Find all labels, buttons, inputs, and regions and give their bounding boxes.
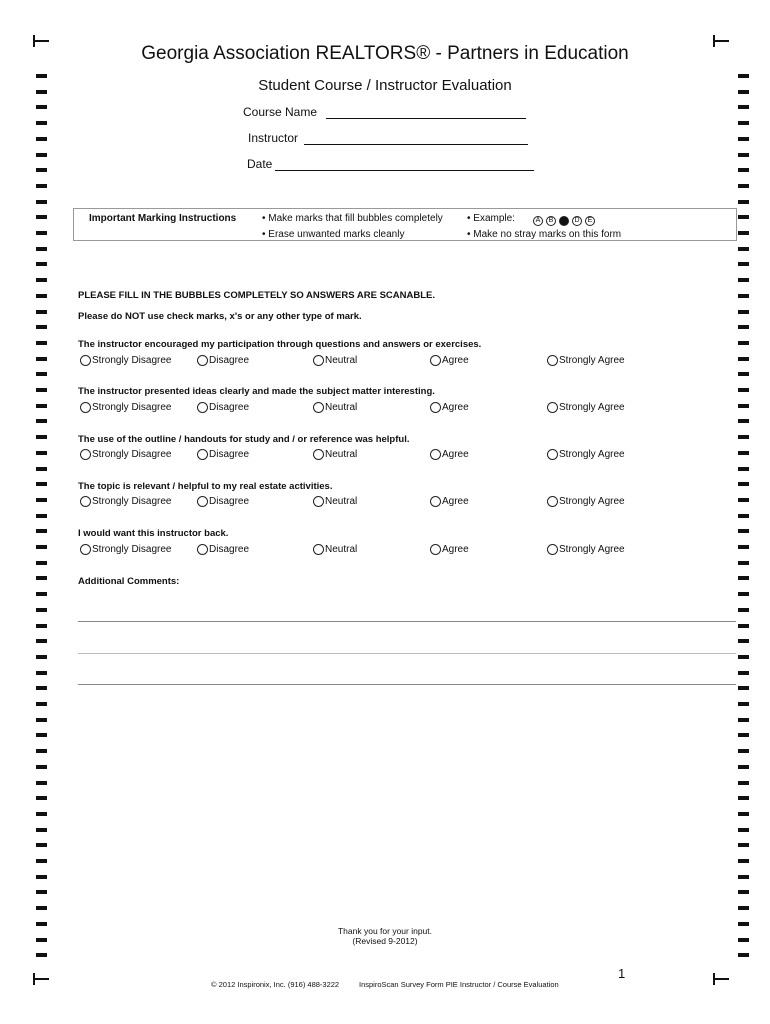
answer-label: Disagree xyxy=(209,496,250,507)
answer-label: Neutral xyxy=(325,355,358,366)
answer-bubble[interactable] xyxy=(430,496,441,507)
timing-mark xyxy=(36,608,47,612)
timing-mark xyxy=(36,215,47,219)
q4-option-strongly-disagree[interactable] xyxy=(80,496,171,507)
timing-mark xyxy=(738,561,749,565)
timing-mark xyxy=(36,828,47,832)
timing-mark xyxy=(738,404,749,408)
timing-mark xyxy=(738,168,749,172)
instructor-field[interactable] xyxy=(304,144,528,145)
timing-mark xyxy=(738,843,749,847)
timing-mark xyxy=(36,545,47,549)
timing-mark xyxy=(738,953,749,957)
q1-option-agree[interactable] xyxy=(430,355,469,366)
answer-bubble[interactable] xyxy=(197,544,208,555)
q5-option-neutral[interactable] xyxy=(313,544,357,555)
additional-comments-label: Additional Comments: xyxy=(78,576,180,587)
q2-option-neutral[interactable] xyxy=(313,402,357,413)
answer-bubble[interactable] xyxy=(547,544,558,555)
example-bubble-filled xyxy=(559,216,569,226)
answer-bubble[interactable] xyxy=(547,496,558,507)
timing-mark xyxy=(36,781,47,785)
q5-option-agree[interactable] xyxy=(430,544,469,555)
answer-label: Neutral xyxy=(325,544,358,555)
course-name-label: Course Name xyxy=(243,105,318,119)
timing-mark xyxy=(36,765,47,769)
answer-bubble[interactable] xyxy=(197,355,208,366)
answer-bubble[interactable] xyxy=(80,544,91,555)
timing-mark xyxy=(36,576,47,580)
timing-mark xyxy=(738,828,749,832)
instruction-bullet-stray: • Make no stray marks on this form xyxy=(467,229,622,240)
q4-option-strongly-agree[interactable] xyxy=(547,496,625,507)
timing-mark xyxy=(36,372,47,376)
answer-label: Strongly Disagree xyxy=(92,496,172,507)
q2-option-strongly-agree[interactable] xyxy=(547,402,625,413)
timing-mark xyxy=(36,200,47,204)
timing-mark xyxy=(738,718,749,722)
q4-option-disagree[interactable] xyxy=(197,496,249,507)
timing-mark xyxy=(738,451,749,455)
timing-mark xyxy=(36,686,47,690)
timing-mark xyxy=(36,137,47,141)
timing-mark xyxy=(738,105,749,109)
timing-mark xyxy=(36,435,47,439)
example-bubble-b: B xyxy=(546,216,556,226)
answer-bubble[interactable] xyxy=(80,355,91,366)
timing-mark xyxy=(36,875,47,879)
q1-option-strongly-disagree[interactable] xyxy=(80,355,171,366)
answer-label: Neutral xyxy=(325,402,358,413)
answer-bubble[interactable] xyxy=(547,355,558,366)
answer-label: Agree xyxy=(442,544,469,555)
answer-label: Disagree xyxy=(209,355,250,366)
timing-mark xyxy=(36,498,47,502)
q3-option-disagree[interactable] xyxy=(197,449,249,460)
timing-mark xyxy=(36,624,47,628)
instruction-example-label: • Example: xyxy=(467,213,515,224)
timing-mark xyxy=(36,247,47,251)
timing-mark xyxy=(738,215,749,219)
timing-mark xyxy=(36,325,47,329)
timing-mark xyxy=(738,325,749,329)
timing-mark xyxy=(36,310,47,314)
example-bubble-a: A xyxy=(533,216,543,226)
answer-bubble[interactable] xyxy=(197,449,208,460)
timing-mark xyxy=(738,733,749,737)
timing-mark xyxy=(738,278,749,282)
answer-bubble[interactable] xyxy=(430,402,441,413)
form-title: Georgia Association REALTORS® - Partners in Education xyxy=(141,43,629,64)
q3-option-agree[interactable] xyxy=(430,449,469,460)
timing-mark xyxy=(738,859,749,863)
timing-mark xyxy=(738,372,749,376)
answer-bubble[interactable] xyxy=(197,402,208,413)
notice-no-check-marks: Please do NOT use check marks, x's or any other type of mark. xyxy=(78,311,362,322)
timing-mark xyxy=(36,529,47,533)
timing-mark xyxy=(738,184,749,188)
thank-you-text: Thank you for your input. xyxy=(337,926,433,936)
timing-mark xyxy=(738,467,749,471)
q2-option-strongly-disagree[interactable] xyxy=(80,402,171,413)
timing-mark xyxy=(36,639,47,643)
timing-mark xyxy=(738,419,749,423)
comment-line-2[interactable] xyxy=(78,653,736,654)
question-1-text: The instructor encouraged my participation through questions and answers or exercises. xyxy=(78,339,482,350)
answer-label: Strongly Disagree xyxy=(92,402,172,413)
q1-option-neutral[interactable] xyxy=(313,355,357,366)
q3-option-strongly-disagree[interactable] xyxy=(80,449,171,460)
answer-label: Disagree xyxy=(209,402,250,413)
timing-mark xyxy=(36,702,47,706)
timing-mark xyxy=(738,514,749,518)
timing-mark xyxy=(738,655,749,659)
timing-mark xyxy=(36,843,47,847)
timing-mark xyxy=(36,733,47,737)
timing-mark xyxy=(738,686,749,690)
answer-bubble[interactable] xyxy=(430,449,441,460)
timing-mark xyxy=(738,153,749,157)
answer-label: Agree xyxy=(442,355,469,366)
answer-bubble[interactable] xyxy=(547,402,558,413)
timing-mark xyxy=(738,576,749,580)
instructor-label: Instructor xyxy=(248,131,299,145)
timing-mark xyxy=(738,247,749,251)
example-bubble-e: E xyxy=(585,216,595,226)
answer-label: Agree xyxy=(442,402,469,413)
q4-option-agree[interactable] xyxy=(430,496,469,507)
timing-mark xyxy=(36,796,47,800)
answer-bubble[interactable] xyxy=(197,496,208,507)
timing-mark xyxy=(36,718,47,722)
timing-mark xyxy=(36,561,47,565)
timing-mark xyxy=(36,655,47,659)
question-5-text: I would want this instructor back. xyxy=(78,528,229,539)
registration-mark-bottom-right xyxy=(713,973,729,985)
timing-mark xyxy=(738,796,749,800)
q1-option-strongly-agree[interactable] xyxy=(547,355,625,366)
timing-mark xyxy=(738,357,749,361)
answer-label: Strongly Agree xyxy=(559,355,625,366)
answer-bubble[interactable] xyxy=(430,355,441,366)
timing-mark xyxy=(36,294,47,298)
marking-instructions-title: Important Marking Instructions xyxy=(89,213,237,224)
answer-label: Agree xyxy=(442,449,469,460)
q5-option-disagree[interactable] xyxy=(197,544,249,555)
answer-label: Strongly Disagree xyxy=(92,355,172,366)
revised-date: (Revised 9-2012) xyxy=(352,936,418,946)
course-name-field[interactable] xyxy=(326,118,526,119)
q1-option-disagree[interactable] xyxy=(197,355,249,366)
timing-mark xyxy=(36,482,47,486)
timing-mark xyxy=(738,341,749,345)
answer-bubble[interactable] xyxy=(547,449,558,460)
instruction-bullet-fill: • Make marks that fill bubbles completely xyxy=(262,213,443,224)
timing-mark xyxy=(36,388,47,392)
answer-bubble[interactable] xyxy=(313,355,324,366)
timing-mark xyxy=(36,592,47,596)
instruction-bullet-erase: • Erase unwanted marks cleanly xyxy=(262,229,405,240)
question-2-text: The instructor presented ideas clearly and made the subject matter interesting. xyxy=(78,386,435,397)
timing-mark xyxy=(738,875,749,879)
timing-mark xyxy=(738,435,749,439)
comment-line-3[interactable] xyxy=(78,684,736,685)
answer-label: Agree xyxy=(442,496,469,507)
timing-mark xyxy=(36,105,47,109)
timing-mark xyxy=(738,482,749,486)
answer-label: Disagree xyxy=(209,544,250,555)
answer-bubble[interactable] xyxy=(313,449,324,460)
timing-mark xyxy=(36,906,47,910)
timing-mark xyxy=(36,357,47,361)
timing-mark xyxy=(36,890,47,894)
timing-mark xyxy=(738,137,749,141)
q5-option-strongly-agree[interactable] xyxy=(547,544,625,555)
timing-mark xyxy=(36,467,47,471)
timing-mark xyxy=(36,231,47,235)
timing-mark xyxy=(36,153,47,157)
timing-mark xyxy=(36,859,47,863)
timing-mark xyxy=(738,498,749,502)
form-name-text: InspiroScan Survey Form PIE Instructor / Course Evaluation xyxy=(359,980,559,989)
timing-mark xyxy=(738,624,749,628)
answer-label: Strongly Agree xyxy=(559,402,625,413)
timing-mark xyxy=(738,310,749,314)
timing-mark xyxy=(738,545,749,549)
date-field[interactable] xyxy=(275,170,534,171)
answer-bubble[interactable] xyxy=(80,496,91,507)
timing-mark xyxy=(738,388,749,392)
answer-label: Neutral xyxy=(325,449,358,460)
timing-mark xyxy=(36,404,47,408)
q3-option-strongly-agree[interactable] xyxy=(547,449,625,460)
timing-mark xyxy=(36,671,47,675)
registration-mark-bottom-left xyxy=(33,973,49,985)
timing-mark xyxy=(738,702,749,706)
timing-mark xyxy=(738,529,749,533)
timing-mark xyxy=(738,294,749,298)
q2-option-agree[interactable] xyxy=(430,402,469,413)
answer-bubble[interactable] xyxy=(80,402,91,413)
q4-option-neutral[interactable] xyxy=(313,496,357,507)
answer-label: Strongly Disagree xyxy=(92,449,172,460)
q3-option-neutral[interactable] xyxy=(313,449,357,460)
timing-mark xyxy=(36,812,47,816)
answer-label: Strongly Agree xyxy=(559,544,625,555)
date-label: Date xyxy=(247,157,273,171)
timing-mark xyxy=(738,231,749,235)
answer-bubble[interactable] xyxy=(80,449,91,460)
answer-label: Strongly Agree xyxy=(559,496,625,507)
timing-mark xyxy=(36,749,47,753)
example-bubbles xyxy=(533,212,598,230)
answer-bubble[interactable] xyxy=(313,496,324,507)
timing-mark xyxy=(738,765,749,769)
timing-mark xyxy=(738,200,749,204)
timing-mark xyxy=(738,812,749,816)
timing-mark xyxy=(738,781,749,785)
timing-mark xyxy=(36,184,47,188)
page-mark: 1 xyxy=(618,966,626,981)
timing-mark xyxy=(738,608,749,612)
timing-mark xyxy=(738,592,749,596)
notice-fill-bubbles: PLEASE FILL IN THE BUBBLES COMPLETELY SO ANSWERS ARE SCANABLE. xyxy=(78,290,435,301)
timing-mark xyxy=(36,953,47,957)
timing-mark xyxy=(36,451,47,455)
timing-mark xyxy=(738,749,749,753)
timing-mark xyxy=(738,262,749,266)
comment-line-1[interactable] xyxy=(78,621,736,622)
question-3-text: The use of the outline / handouts for study and / or reference was helpful. xyxy=(78,434,410,445)
timing-mark xyxy=(36,262,47,266)
question-4-text: The topic is relevant / helpful to my real estate activities. xyxy=(78,481,333,492)
answer-bubble[interactable] xyxy=(313,402,324,413)
timing-mark xyxy=(36,419,47,423)
timing-mark xyxy=(36,341,47,345)
example-bubble-d: D xyxy=(572,216,582,226)
timing-mark xyxy=(36,121,47,125)
form-subtitle: Student Course / Instructor Evaluation xyxy=(258,77,512,94)
timing-mark xyxy=(36,514,47,518)
timing-mark xyxy=(738,639,749,643)
q5-option-strongly-disagree[interactable] xyxy=(80,544,171,555)
timing-mark xyxy=(738,121,749,125)
answer-label: Strongly Disagree xyxy=(92,544,172,555)
timing-mark xyxy=(738,671,749,675)
answer-label: Disagree xyxy=(209,449,250,460)
timing-mark xyxy=(738,906,749,910)
copyright-text: © 2012 Inspironix, Inc. (916) 488-3222 xyxy=(211,980,340,989)
answer-bubble[interactable] xyxy=(430,544,441,555)
q2-option-disagree[interactable] xyxy=(197,402,249,413)
answer-label: Strongly Agree xyxy=(559,449,625,460)
timing-mark xyxy=(36,168,47,172)
answer-bubble[interactable] xyxy=(313,544,324,555)
answer-label: Neutral xyxy=(325,496,358,507)
timing-mark xyxy=(36,278,47,282)
timing-mark xyxy=(738,890,749,894)
